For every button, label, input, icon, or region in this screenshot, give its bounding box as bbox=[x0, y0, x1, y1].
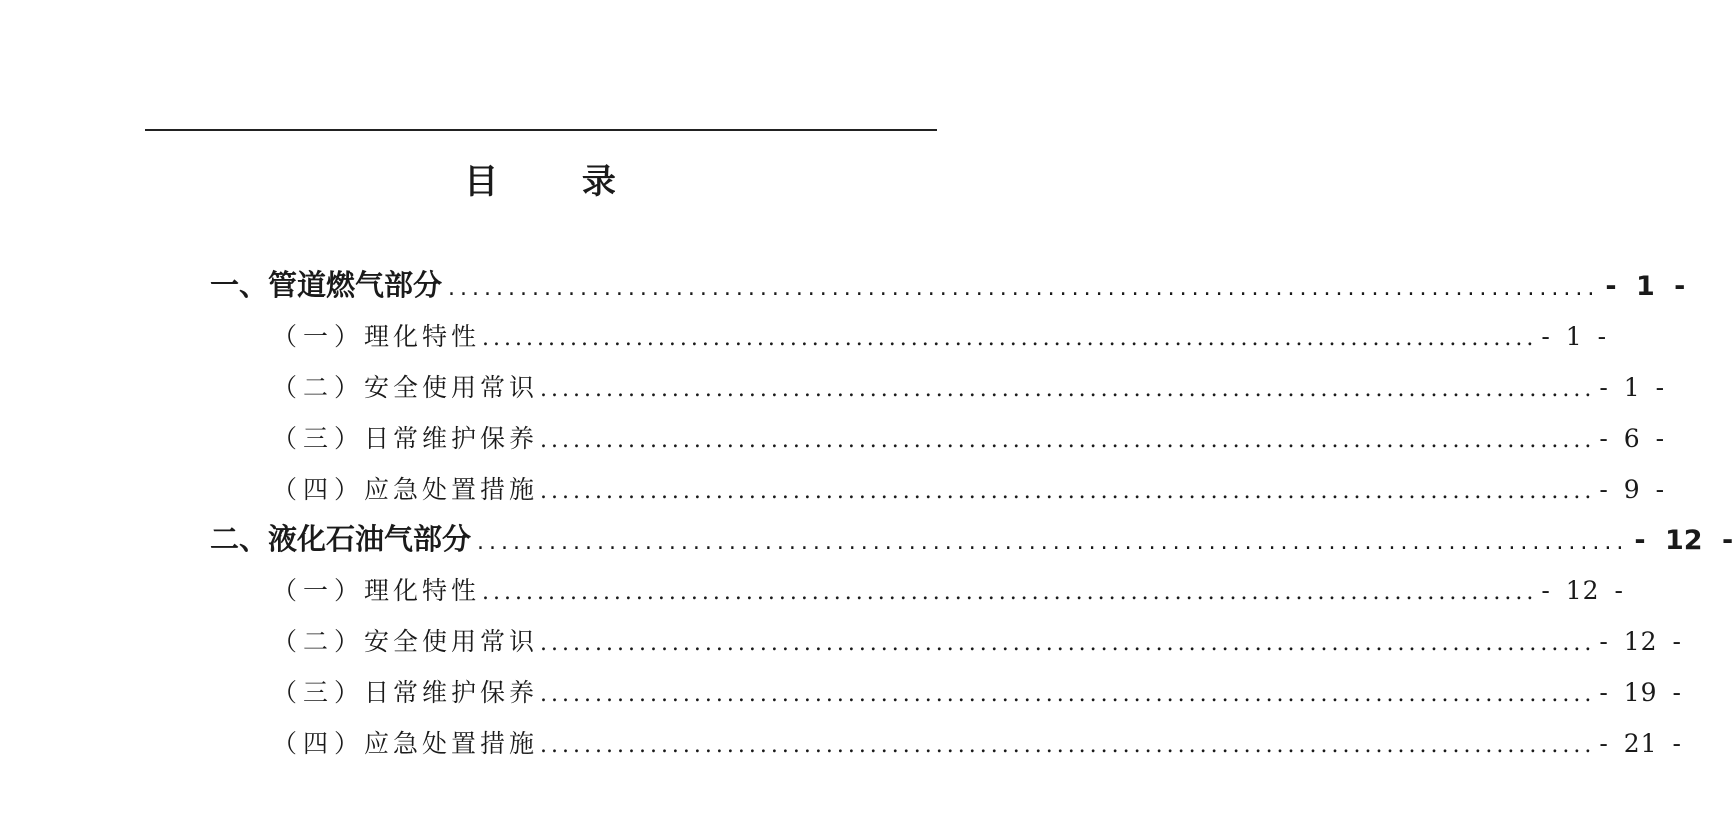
toc-subsection-entry[interactable] bbox=[272, 472, 1666, 510]
section-page-number: - 1 - bbox=[1605, 271, 1686, 302]
toc-section-entry[interactable] bbox=[210, 265, 1686, 309]
toc-section-entry[interactable] bbox=[210, 519, 1733, 563]
subsection-number: （一） bbox=[272, 576, 366, 605]
header-rule bbox=[145, 129, 937, 131]
subsection-page-number: - 19 - bbox=[1599, 678, 1682, 707]
section-label: 一、管道燃气部分 bbox=[210, 268, 443, 302]
subsection-number: （二） bbox=[272, 627, 366, 656]
dot-leader: ................................................................................................ bbox=[448, 276, 1600, 301]
subsection-page-number: - 21 - bbox=[1599, 729, 1682, 758]
subsection-label: 日常维护保养 bbox=[364, 424, 539, 453]
subsection-page-number: - 12 - bbox=[1541, 576, 1624, 605]
toc-subsection-entry[interactable] bbox=[272, 675, 1682, 713]
subsection-label: 理化特性 bbox=[364, 576, 481, 605]
dot-leader: ................................................................................................ bbox=[540, 631, 1596, 656]
subsection-number: （二） bbox=[272, 373, 366, 402]
toc-subsection-entry[interactable] bbox=[272, 726, 1682, 764]
dot-leader: ................................................................................................ bbox=[540, 479, 1596, 504]
subsection-label: 应急处置措施 bbox=[364, 475, 539, 504]
toc-subsection-entry[interactable] bbox=[272, 370, 1666, 408]
dot-leader: ................................................................................................ bbox=[482, 580, 1538, 605]
subsection-number: （三） bbox=[272, 678, 366, 707]
subsection-label: 日常维护保养 bbox=[364, 678, 539, 707]
dot-leader: ................................................................................................ bbox=[477, 530, 1629, 555]
subsection-number: （一） bbox=[272, 322, 366, 351]
toc-subsection-entry[interactable] bbox=[272, 624, 1682, 662]
subsection-label: 应急处置措施 bbox=[364, 729, 539, 758]
dot-leader: ................................................................................................ bbox=[540, 682, 1596, 707]
subsection-label: 理化特性 bbox=[364, 322, 481, 351]
toc-title: 目 录 bbox=[464, 162, 652, 202]
section-page-number: - 12 - bbox=[1634, 525, 1733, 556]
subsection-page-number: - 6 - bbox=[1599, 424, 1666, 453]
dot-leader: ................................................................................................ bbox=[540, 428, 1596, 453]
subsection-page-number: - 9 - bbox=[1599, 475, 1666, 504]
subsection-number: （四） bbox=[272, 475, 366, 504]
dot-leader: ................................................................................................ bbox=[482, 326, 1538, 351]
subsection-page-number: - 1 - bbox=[1541, 322, 1608, 351]
subsection-number: （三） bbox=[272, 424, 366, 453]
subsection-number: （四） bbox=[272, 729, 366, 758]
toc-subsection-entry[interactable] bbox=[272, 421, 1666, 459]
toc-subsection-entry[interactable] bbox=[272, 573, 1624, 611]
dot-leader: ................................................................................................ bbox=[540, 377, 1596, 402]
subsection-page-number: - 12 - bbox=[1599, 627, 1682, 656]
dot-leader: ................................................................................................ bbox=[540, 733, 1596, 758]
section-label: 二、液化石油气部分 bbox=[210, 522, 472, 556]
subsection-page-number: - 1 - bbox=[1599, 373, 1666, 402]
subsection-label: 安全使用常识 bbox=[364, 627, 539, 656]
subsection-label: 安全使用常识 bbox=[364, 373, 539, 402]
toc-subsection-entry[interactable] bbox=[272, 319, 1608, 357]
